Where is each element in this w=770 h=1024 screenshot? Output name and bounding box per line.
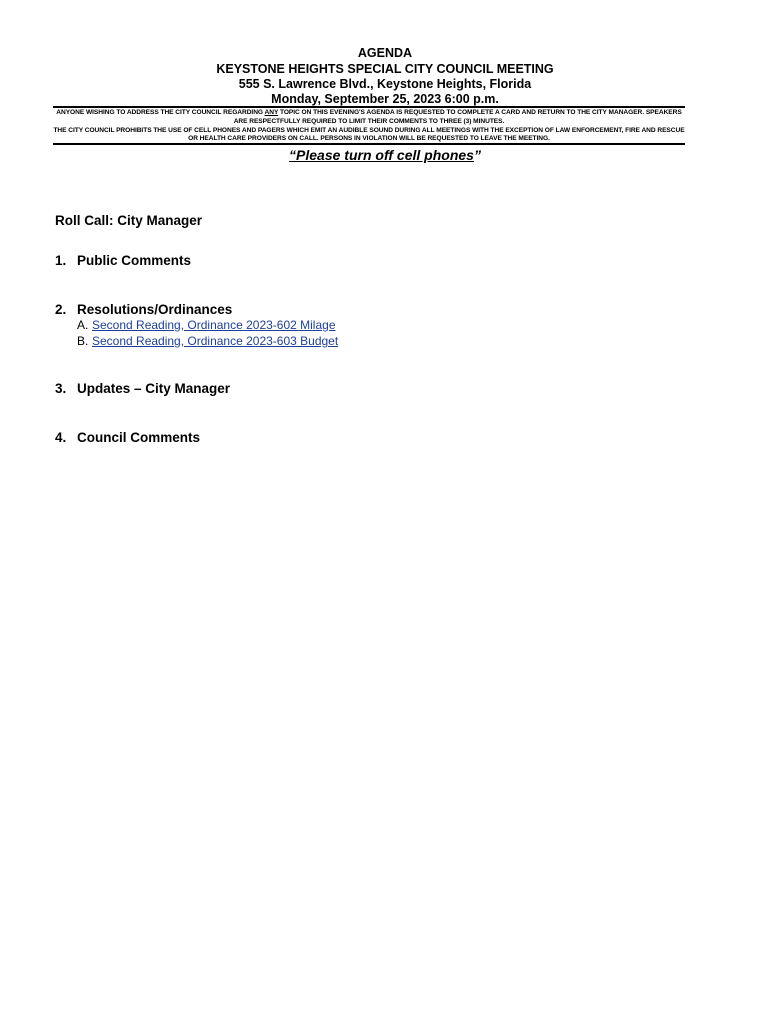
agenda-item-2	[55, 302, 232, 318]
ordinance-2023-602-link[interactable]: Second Reading, Ordinance 2023-602 Milage	[92, 318, 336, 332]
agenda-item-title: Updates – City Manager	[77, 381, 231, 396]
public-notice	[53, 109, 685, 144]
cell-phone-reminder-close-quote: ”	[473, 147, 481, 163]
agenda-item-3	[55, 381, 230, 397]
ordinance-2023-603-link[interactable]: Second Reading, Ordinance 2023-603 Budget	[92, 334, 339, 348]
agenda-item-4	[55, 430, 200, 446]
roll-call: Roll Call: City Manager	[55, 213, 203, 228]
meeting-datetime: Monday, September 25, 2023 6:00 p.m.	[271, 92, 499, 106]
top-divider	[53, 106, 685, 108]
notice-emphasis: ANY	[264, 109, 279, 116]
cell-phone-reminder	[0, 147, 770, 163]
agenda-subitem-b	[77, 334, 338, 348]
subitem-letter: B.	[77, 334, 89, 348]
agenda-item-title: Public Comments	[77, 253, 192, 268]
agenda-item-1	[55, 253, 191, 269]
agenda-item-number: 1.	[55, 253, 67, 268]
notice-text-part3: THE CITY COUNCIL PROHIBITS THE USE OF CELL PHONES AND PAGERS WHICH EMIT AN AUDIBLE SOUND DURING ALL MEETINGS WITH THE EXCEPTION OF LAW ENFORCEMENT, FIRE AND RESCUE OR HEALTH CARE PROVIDERS ON CALL. PERSONS IN VIOLATION WILL BE REQUESTED TO LEAVE THE MEETING.	[53, 126, 685, 143]
agenda-heading: AGENDA	[357, 46, 413, 60]
agenda-item-number: 3.	[55, 381, 67, 396]
agenda-subitem-a	[77, 318, 336, 332]
agenda-item-number: 4.	[55, 430, 67, 445]
subitem-letter: A.	[77, 318, 89, 332]
agenda-item-number: 2.	[55, 302, 67, 317]
agenda-item-title: Council Comments	[77, 430, 201, 445]
cell-phone-reminder-text: “Please turn off cell phones	[289, 147, 474, 163]
meeting-title: KEYSTONE HEIGHTS SPECIAL CITY COUNCIL MEETING	[216, 62, 554, 76]
bottom-divider	[53, 143, 685, 145]
notice-text-part2: TOPIC ON THIS EVENING'S AGENDA IS REQUESTED TO COMPLETE A CARD AND RETURN TO THE CITY MANAGER. SPEAKERS ARE RESPECTFULLY REQUIRED TO LIMIT THEIR COMMENTS TO THREE (3) MINUTES.	[233, 109, 682, 125]
notice-text-part1: ANYONE WISHING TO ADDRESS THE CITY COUNCIL REGARDING	[56, 109, 265, 116]
agenda-item-title: Resolutions/Ordinances	[77, 302, 233, 317]
meeting-address: 555 S. Lawrence Blvd., Keystone Heights, Florida	[238, 77, 532, 91]
